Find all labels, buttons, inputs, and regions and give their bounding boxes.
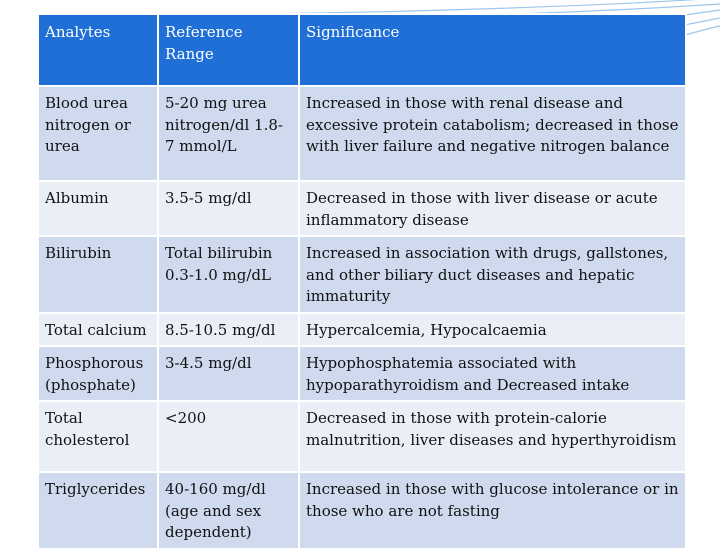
header-significance: Significance: [299, 14, 686, 86]
table-row: [38, 236, 686, 313]
cell-reference-range: Total bilirubin 0.3-1.0 mg/dL: [158, 236, 299, 313]
cell-significance: Hypophosphatemia associated with hypoparathyroidism and Decreased intake: [299, 346, 686, 401]
cell-reference-range: 8.5-10.5 mg/dl: [158, 313, 299, 347]
analytes-table: [37, 13, 687, 550]
cell-reference-range: 40-160 mg/dl (age and sex dependent): [158, 472, 299, 549]
cell-significance: Hypercalcemia, Hypocalcaemia: [299, 313, 686, 347]
cell-analyte: Albumin: [38, 181, 158, 236]
table-row: [38, 181, 686, 236]
cell-significance: Increased in those with renal disease and excessive protein catabolism; decreased in those with liver failure and negative nitrogen balance: [299, 86, 686, 181]
cell-analyte: Bilirubin: [38, 236, 158, 313]
header-analytes: Analytes: [38, 14, 158, 86]
cell-analyte: Blood urea nitrogen or urea: [38, 86, 158, 181]
header-reference-range: Reference Range: [158, 14, 299, 86]
table-row: [38, 472, 686, 549]
cell-analyte: Total calcium: [38, 313, 158, 347]
table-row: [38, 313, 686, 347]
cell-reference-range: 3.5-5 mg/dl: [158, 181, 299, 236]
cell-analyte: Triglycerides: [38, 472, 158, 549]
cell-reference-range: <200: [158, 401, 299, 472]
table-row: [38, 401, 686, 472]
analytes-table-container: [37, 13, 685, 541]
cell-analyte: Total cholesterol: [38, 401, 158, 472]
cell-analyte: Phosphorous (phosphate): [38, 346, 158, 401]
table-header-row: [38, 14, 686, 86]
cell-significance: Increased in those with glucose intolerance or in those who are not fasting: [299, 472, 686, 549]
cell-reference-range: 5-20 mg urea nitrogen/dl 1.8-7 mmol/L: [158, 86, 299, 181]
cell-significance: Decreased in those with protein-calorie malnutrition, liver diseases and hyperthyroidism: [299, 401, 686, 472]
cell-reference-range: 3-4.5 mg/dl: [158, 346, 299, 401]
table-row: [38, 346, 686, 401]
cell-significance: Increased in association with drugs, gallstones, and other biliary duct diseases and hepatic immaturity: [299, 236, 686, 313]
table-row: [38, 86, 686, 181]
cell-significance: Decreased in those with liver disease or acute inflammatory disease: [299, 181, 686, 236]
